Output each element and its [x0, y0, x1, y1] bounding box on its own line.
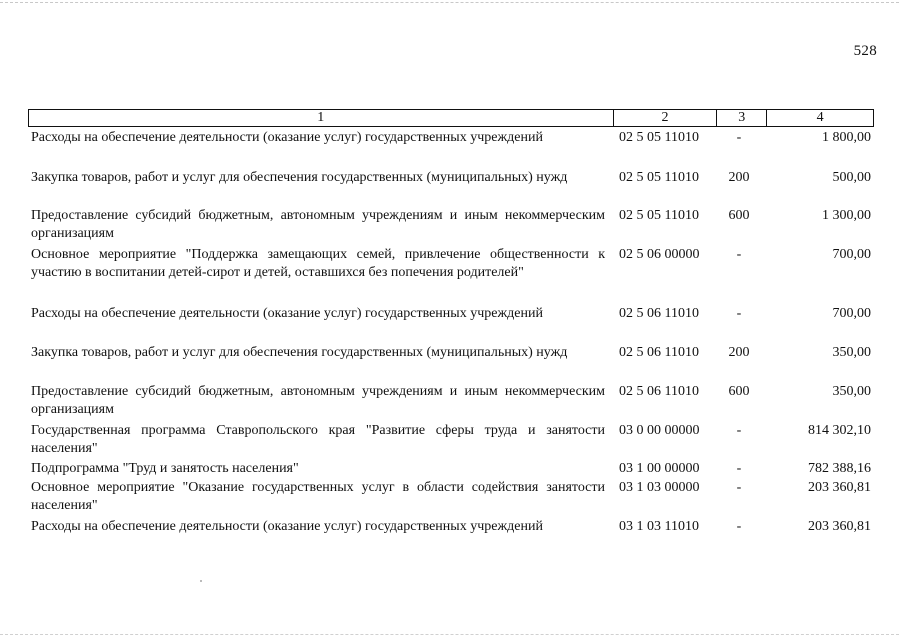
scan-bottom-edge [0, 634, 899, 635]
row-amount: 782 388,16 [808, 461, 871, 476]
row-name: Предоставление субсидий бюджетным, автономным учреждениям и иным некоммерческим организациям [31, 208, 605, 241]
header-col-4: 4 [766, 110, 873, 126]
row-amount: 700,00 [832, 247, 871, 262]
table-row [31, 422, 874, 458]
row-amount: 1 300,00 [822, 208, 871, 223]
table-row [31, 169, 874, 187]
row-code: 03 1 00 00000 [619, 461, 700, 476]
row-code: 02 5 05 11010 [619, 130, 699, 145]
row-amount: 700,00 [832, 306, 871, 321]
row-code: 03 1 03 11010 [619, 519, 699, 534]
header-col-1: 1 [317, 110, 325, 125]
table-row [31, 479, 874, 515]
row-type: 600 [728, 384, 750, 399]
row-amount: 350,00 [832, 384, 871, 399]
row-type: - [736, 306, 742, 321]
row-code: 03 1 03 00000 [619, 480, 700, 495]
row-type: - [736, 423, 742, 438]
row-name: Закупка товаров, работ и услуг для обеспечения государственных (муниципальных) нужд [31, 345, 568, 360]
row-name: Закупка товаров, работ и услуг для обеспечения государственных (муниципальных) нужд [31, 170, 568, 185]
row-code: 02 5 06 00000 [619, 247, 700, 262]
table-row [31, 383, 874, 419]
row-name: Расходы на обеспечение деятельности (оказание услуг) государственных учреждений [31, 306, 543, 321]
table-row [31, 305, 874, 323]
page-number: 528 [853, 43, 877, 59]
row-name: Основное мероприятие "Поддержка замещающих семей, привлечение общественности к участию в воспитании детей-сирот и детей, оставшихся без попечения родителей" [31, 247, 605, 280]
row-type: - [736, 130, 742, 145]
table-row [31, 129, 874, 147]
row-name: Расходы на обеспечение деятельности (оказание услуг) государственных учреждений [31, 130, 543, 145]
row-code: 02 5 06 11010 [619, 345, 699, 360]
row-name: Государственная программа Ставропольского края "Развитие сферы труда и занятости населения" [31, 423, 605, 456]
row-type: - [736, 480, 742, 495]
row-code: 02 5 06 11010 [619, 306, 699, 321]
row-name: Подпрограмма "Труд и занятость населения" [31, 461, 299, 476]
row-amount: 1 800,00 [822, 130, 871, 145]
row-type: 200 [728, 170, 750, 185]
scan-top-edge [0, 2, 899, 3]
row-amount: 814 302,10 [808, 423, 871, 438]
row-code: 02 5 06 11010 [619, 384, 699, 399]
row-name: Предоставление субсидий бюджетным, автономным учреждениям и иным некоммерческим организациям [31, 384, 605, 417]
row-type: - [736, 519, 742, 534]
row-amount: 203 360,81 [808, 480, 871, 495]
scan-speck [200, 580, 202, 582]
row-name: Основное мероприятие "Оказание государственных услуг в области содействия занятости населения" [31, 480, 605, 513]
row-type: 200 [728, 345, 750, 360]
row-code: 03 0 00 00000 [619, 423, 700, 438]
row-amount: 500,00 [832, 170, 871, 185]
table-row [31, 518, 874, 536]
row-type: - [736, 247, 742, 262]
table-header [28, 109, 874, 127]
table-row [31, 246, 874, 282]
row-amount: 350,00 [832, 345, 871, 360]
row-name: Расходы на обеспечение деятельности (оказание услуг) государственных учреждений [31, 519, 543, 534]
table-row [31, 207, 874, 243]
header-col-3: 3 [716, 110, 766, 126]
table-row [31, 344, 874, 362]
row-type: - [736, 461, 742, 476]
header-col-2: 2 [613, 110, 717, 126]
row-amount: 203 360,81 [808, 519, 871, 534]
row-code: 02 5 05 11010 [619, 170, 699, 185]
row-code: 02 5 05 11010 [619, 208, 699, 223]
row-type: 600 [728, 208, 750, 223]
table-row [31, 460, 874, 478]
